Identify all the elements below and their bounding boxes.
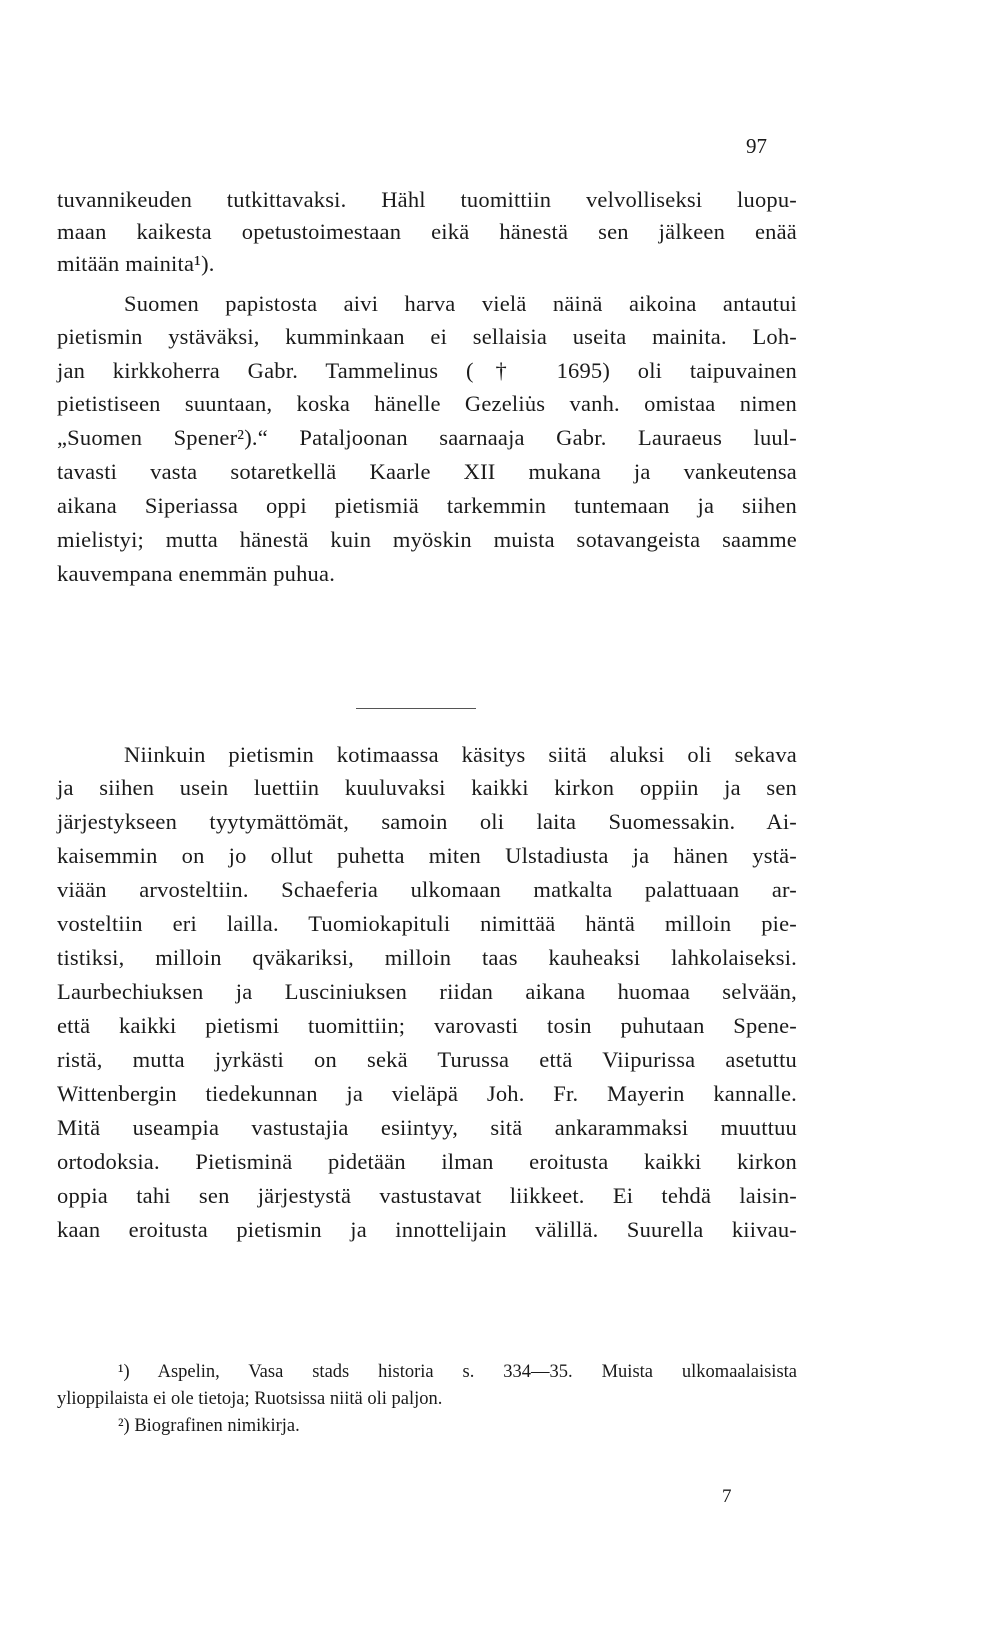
text-line: Wittenbergin tiedekunnan ja vieläpä Joh. Fr. Mayerin kannalle. <box>57 1081 797 1106</box>
text-line: Niinkuin pietismin kotimaassa käsitys siitä aluksi oli sekava <box>124 742 797 767</box>
footnote: ¹) Aspelin, Vasa stads historia s. 334—35. Muista ulkomaalaisista <box>118 1362 797 1382</box>
page-number: 97 <box>746 134 767 158</box>
text-line: Laurbechiuksen ja Lusciniuksen riidan aikana huomaa selvään, <box>57 979 797 1004</box>
text-line: ja siihen usein luettiin kuuluvaksi kaikki kirkon oppiin ja sen <box>57 775 797 800</box>
text-line: kaan eroitusta pietismin ja innottelijain välillä. Suurella kiivau- <box>57 1217 797 1242</box>
text-line: aikana Siperiassa oppi pietismiä tarkemmin tuntemaan ja siihen <box>57 493 797 518</box>
text-line: pietismin ystäväksi, kumminkaan ei sellaisia useita mainita. Loh- <box>57 324 797 349</box>
text-line: ristä, mutta jyrkästi on sekä Turussa että Viipurissa asetuttu <box>57 1047 797 1072</box>
text-line: järjestykseen tyytymättömät, samoin oli laita Suomessakin. Ai- <box>57 809 797 834</box>
text-line: mitään mainita¹). <box>57 251 215 276</box>
text-line: Mitä useampia vastustajia esiintyy, sitä ankarammaksi muuttuu <box>57 1115 797 1140</box>
text-line: vosteltiin eri lailla. Tuomiokapituli nimittää häntä milloin pie- <box>57 911 797 936</box>
text-line: pietistiseen suuntaan, koska hänelle Gezeliu̇s vanh. omistaa nimen <box>57 391 797 416</box>
footnote: ylioppilaista ei ole tietoja; Ruotsissa niitä oli paljon. <box>57 1389 443 1409</box>
text-line: kaisemmin on jo ollut puhetta miten Ulstadiusta ja hänen ystä- <box>57 843 797 868</box>
text-line: maan kaikesta opetustoimestaan eikä hänestä sen jälkeen enää <box>57 219 797 244</box>
text-line: kauvempana enemmän puhua. <box>57 561 336 586</box>
section-divider <box>356 708 476 709</box>
text-line: „Suomen Spener²).“ Pataljoonan saarnaaja Gabr. Lauraeus luul- <box>57 425 797 450</box>
text-line: jan kirkkoherra Gabr. Tammelinus († 1695) oli taipuvainen <box>57 358 797 383</box>
text-line: Suomen papistosta aivi harva vielä näinä aikoina antautui <box>124 291 797 316</box>
footnote: ²) Biografinen nimikirja. <box>118 1416 300 1436</box>
text-line: tuvannikeuden tutkittavaksi. Hähl tuomittiin velvolliseksi luopu- <box>57 187 797 212</box>
text-line: tistiksi, milloin qväkariksi, milloin taas kauheaksi lahkolaiseksi. <box>57 945 797 970</box>
text-line: että kaikki pietismi tuomittiin; varovasti tosin puhutaan Spene- <box>57 1013 797 1038</box>
text-line: ortodoksia. Pietisminä pidetään ilman eroitusta kaikki kirkon <box>57 1149 797 1174</box>
text-line: viään arvosteltiin. Schaeferia ulkomaan matkalta palattuaan ar- <box>57 877 797 902</box>
signature-mark: 7 <box>722 1486 732 1507</box>
text-line: tavasti vasta sotaretkellä Kaarle XII mukana ja vankeutensa <box>57 459 797 484</box>
text-line: mielistyi; mutta hänestä kuin myöskin muista sotavangeista saamme <box>57 527 797 552</box>
text-line: oppia tahi sen järjestystä vastustavat liikkeet. Ei tehdä laisin- <box>57 1183 797 1208</box>
